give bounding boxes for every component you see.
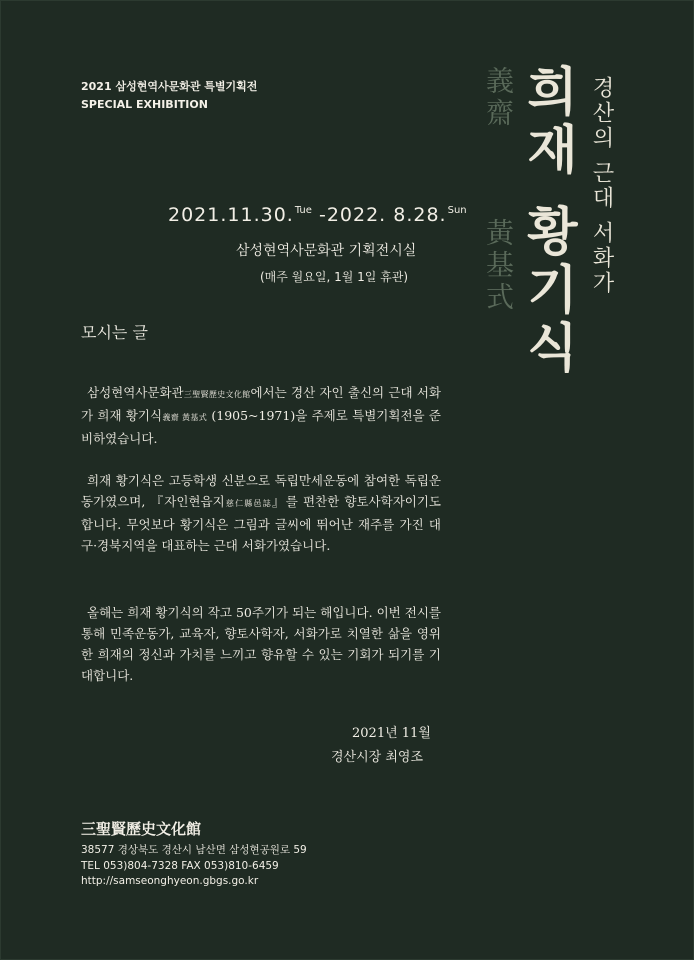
signature-name: 경산시장 최영조 bbox=[331, 750, 424, 765]
end-date: -2022. 8.28. bbox=[311, 204, 447, 226]
footer bbox=[81, 818, 307, 890]
end-day-of-week: Sun bbox=[447, 205, 467, 216]
p2-hanja-book: 慈仁縣邑誌 bbox=[224, 499, 272, 508]
exhibition-dates bbox=[168, 204, 467, 226]
greeting-title: 모시는 글 bbox=[81, 323, 148, 342]
venue: 삼성현역사문화관 기획전시실 bbox=[236, 243, 417, 259]
start-day-of-week: Tue bbox=[294, 205, 312, 216]
p1-text-b: 에서는 경산 자인 출신의 근대 서화가 희재 황기식 bbox=[81, 385, 441, 423]
signature-date: 2021년 11월 bbox=[352, 726, 431, 741]
exhibition-year-label: 2021 삼성현역사문화관 특별기획전 bbox=[81, 80, 258, 93]
p3-text: 올해는 희재 황기식의 작고 50주기가 되는 해입니다. 이번 전시를 통해 민족운동가, 교육자, 향토사학자, 서화가로 치열한 삶을 영위한 희재의 정신과 가치를 느끼고 향유할 수 있는 기회가 되기를 기대합니다. bbox=[81, 605, 441, 683]
p1-hanja-name: 義齋 黃基式 bbox=[162, 413, 208, 422]
p1-text-a: 삼성현역사문화관 bbox=[87, 385, 184, 400]
p2-text-a: 희재 황기식은 고등학생 신분으로 독립만세운동에 참여한 독립운동가였으며, 『자인현읍지 bbox=[81, 473, 441, 509]
name-hanja: 黃基式 bbox=[482, 218, 515, 314]
special-exhibition-label: SPECIAL EXHIBITION bbox=[81, 98, 208, 111]
address: 38577 경상북도 경산시 남산면 삼성현공원로 59 bbox=[81, 844, 307, 856]
p2-text-b: 』를 편찬한 향토사학자이기도 합니다. 무엇보다 황기식은 그림과 글씨에 뛰어난 재주를 가진 대구·경북지역을 대표하는 근대 서화가였습니다. bbox=[81, 494, 441, 553]
website-url: http://samseonghyeon.gbgs.go.kr bbox=[81, 875, 259, 887]
p1-hanja-museum: 三聖賢歷史文化館 bbox=[183, 390, 251, 399]
pen-name-hanja: 義齋 bbox=[482, 66, 515, 130]
p1-text-c: (1905~1971)을 주제로 특별기획전을 준비하였습니다. bbox=[81, 408, 441, 446]
museum-name: 三聖賢歷史文化館 bbox=[81, 820, 202, 838]
greeting-paragraph-2 bbox=[81, 470, 441, 556]
header bbox=[81, 78, 257, 114]
closed-days: (매주 월요일, 1월 1일 휴관) bbox=[260, 270, 409, 284]
greeting-paragraph-1 bbox=[81, 382, 441, 449]
greeting-paragraph-3 bbox=[81, 602, 441, 686]
main-title: 희재 황기식 bbox=[517, 64, 577, 379]
sub-title: 경산의 근대 서화가 bbox=[589, 76, 614, 296]
contact-phone: TEL 053)804-7328 FAX 053)810-6459 bbox=[81, 859, 279, 872]
start-date: 2021.11.30. bbox=[168, 204, 294, 226]
